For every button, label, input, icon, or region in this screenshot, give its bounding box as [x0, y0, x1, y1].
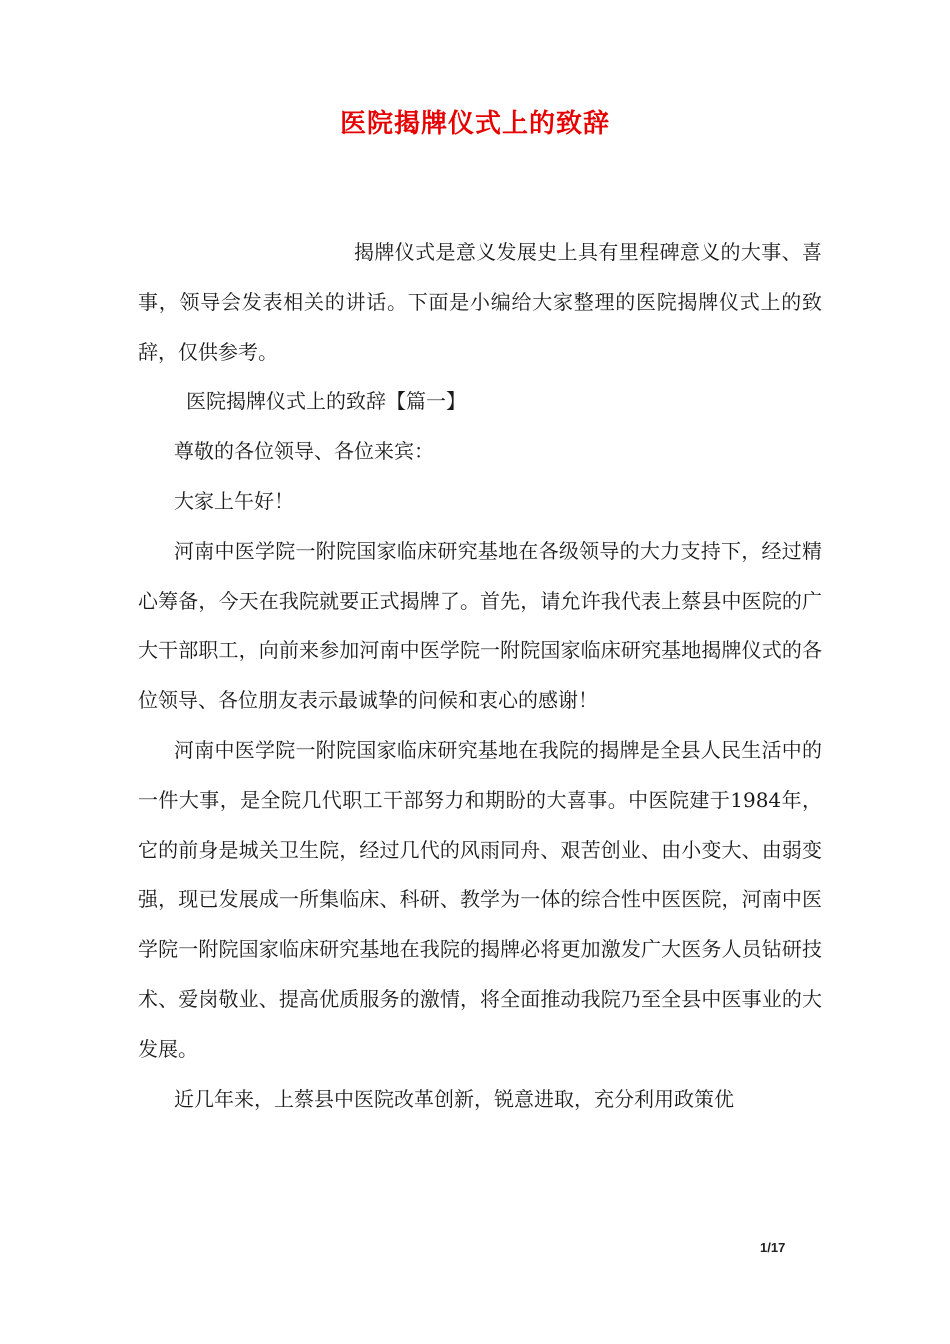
page-number: 1/17: [760, 1240, 786, 1255]
body-paragraph: 近几年来，上蔡县中医院改革创新，锐意进取，充分利用政策优: [174, 1086, 734, 1111]
document-title: 医院揭牌仪式上的致辞: [339, 109, 610, 139]
body-paragraph: 河南中医学院一附院国家临床研究基地在我院的揭牌是全县人民生活中的一件大事，是全院几代职工干部努力和期盼的大喜事。中医院建于1984年，它的前身是城关卫生院，经过几代的风雨同舟、艰苦创业、由小变大、由弱变强，现已发展成一所集临床、科研、教学为一体的综合性中医医院，河南中医学院一附院国家临床研究基地在我院的揭牌必将更加激发广大医务人员钻研技术、爱岗敬业、提高优质服务的激情，将全面推动我院乃至全县中医事业的大发展。: [138, 737, 822, 1061]
section-heading: 医院揭牌仪式上的致辞【篇一】: [186, 389, 466, 414]
salutation: 尊敬的各位领导、各位来宾：: [174, 439, 434, 464]
body-paragraph: 河南中医学院一附院国家临床研究基地在各级领导的大力支持下，经过精心筹备，今天在我院就要正式揭牌了。首先，请允许我代表上蔡县中医院的广大干部职工，向前来参加河南中医学院一附院国家临床研究基地揭牌仪式的各位领导、各位朋友表示最诚挚的问候和衷心的感谢！: [138, 538, 822, 713]
intro-paragraph: 揭牌仪式是意义发展史上具有里程碑意义的大事、喜事，领导会发表相关的讲话。下面是小编给大家整理的医院揭牌仪式上的致辞，仅供参考。: [138, 240, 822, 364]
document-body: [138, 228, 822, 1124]
greeting: 大家上午好！: [174, 488, 294, 513]
